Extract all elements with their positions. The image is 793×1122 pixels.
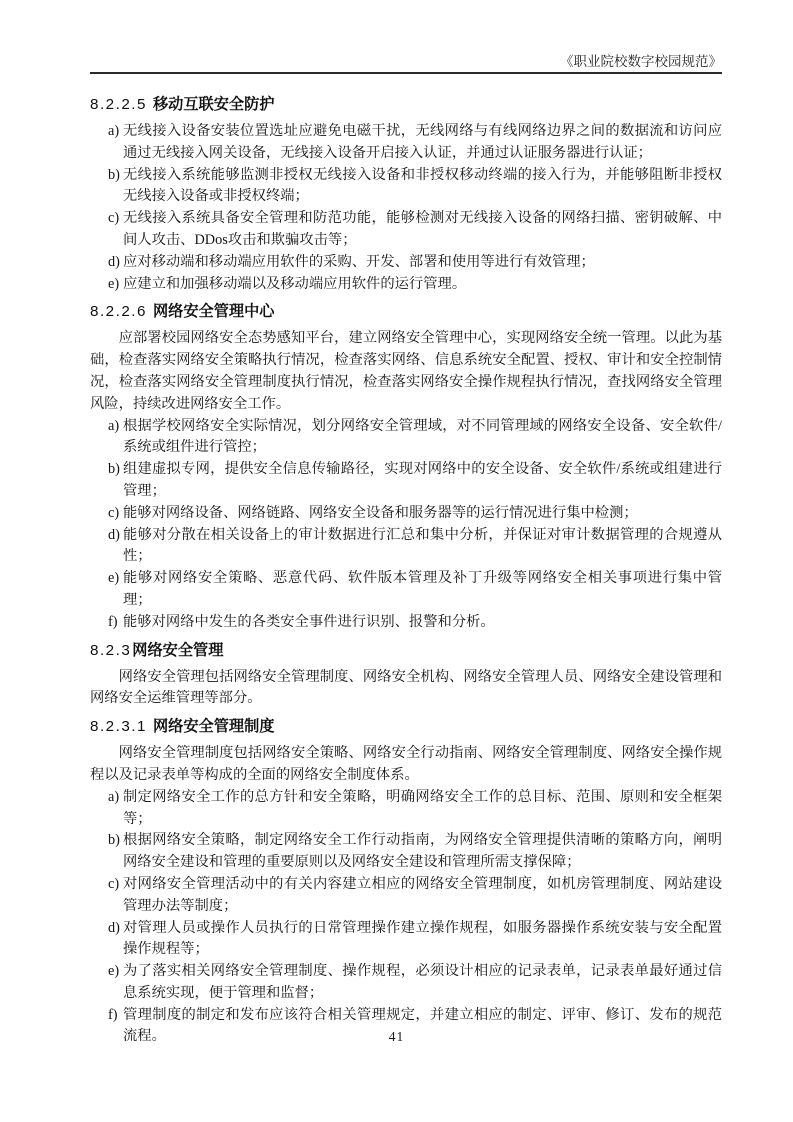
list-item bbox=[90, 252, 722, 274]
section-number: 8.2.3.1 bbox=[90, 718, 147, 736]
section-heading-8.2.3.1 bbox=[90, 717, 722, 737]
section-heading-8.2.3 bbox=[90, 641, 722, 661]
section-heading-8.2.2.6 bbox=[90, 302, 722, 322]
list-item-label: b) bbox=[108, 461, 120, 478]
list-item-text: 能够对网络中发生的各类安全事件进行识别、报警和分析。 bbox=[123, 613, 495, 630]
list-item bbox=[90, 165, 722, 209]
list-item-text: 无线接入设备安装位置选址应避免电磁干扰，无线网络与有线网络边界之间的数据流和访问应通过无线接入网关设备，无线接入设备开启接入认证，并通过认证服务器进行认证； bbox=[123, 123, 722, 161]
section-title: 网络安全管理中心 bbox=[152, 303, 275, 321]
list-item bbox=[90, 918, 722, 962]
list-item-text: 能够对网络设备、网络链路、网络安全设备和服务器等的运行情况进行集中检测； bbox=[123, 504, 638, 521]
list-item-text: 制定网络安全工作的总方针和安全策略，明确网络安全工作的总目标、范围、原则和安全框架等； bbox=[123, 788, 722, 827]
list-item-label: d) bbox=[108, 526, 120, 543]
list-item-text: 能够对网络安全策略、恶意代码、软件版本管理及补丁升级等网络安全相关事项进行集中管理； bbox=[123, 570, 722, 608]
section-intro-paragraph: 网络安全管理包括网络安全管理制度、网络安全机构、网络安全管理人员、网络安全建设管理和网络安全运维管理等部分。 bbox=[90, 668, 722, 707]
list-item-label: a) bbox=[108, 788, 120, 805]
document-title: 《职业院校数字校园规范》 bbox=[560, 54, 722, 69]
list-item-text: 为了落实相关网络安全管理制度、操作规程，必须设计相应的记录表单，记录表单最好通过信息系统实现，便于管理和监督； bbox=[123, 963, 722, 1001]
list-item-label: d) bbox=[108, 253, 120, 270]
list-item-text: 根据学校网络安全实际情况，划分网络安全管理域，对不同管理域的网络安全设备、安全软件/系统或组件进行管控； bbox=[123, 417, 722, 456]
list-item bbox=[90, 874, 722, 918]
section-number: 8.2.2.5 bbox=[90, 96, 147, 113]
section-title: 网络安全管理 bbox=[132, 641, 224, 659]
list-item bbox=[90, 961, 722, 1005]
list-item bbox=[90, 830, 722, 874]
list-item bbox=[90, 612, 722, 634]
list-item bbox=[90, 503, 722, 525]
section-intro-paragraph: 应部署校园网络安全态势感知平台，建立网络安全管理中心，实现网络安全统一管理。以此为基础，检查落实网络安全策略执行情况，检查落实网络、信息系统安全配置、授权、审计和安全控制情况，检查落实网络安全管理制度执行情况，检查落实网络安全操作规程执行情况，查找网络安全管理风险，持续改进网络安全工作。 bbox=[90, 330, 722, 412]
list-item-text: 对网络安全管理活动中的有关内容建立相应的网络安全管理制度，如机房管理制度、网站建设管理办法等制度； bbox=[123, 875, 722, 914]
list-item-label: c) bbox=[108, 875, 120, 892]
section-heading-8.2.2.5 bbox=[90, 95, 722, 115]
list-item-text: 应对移动端和移动端应用软件的采购、开发、部署和使用等进行有效管理； bbox=[123, 253, 595, 270]
list-item-label: f) bbox=[108, 1006, 118, 1023]
page-header bbox=[90, 0, 722, 74]
list-8.2.2.6 bbox=[90, 416, 722, 634]
list-8.2.3.1 bbox=[90, 787, 722, 1049]
section-number: 8.2.2.6 bbox=[90, 303, 147, 321]
list-item-text: 无线接入系统具备安全管理和防范功能，能够检测对无线接入设备的网络扫描、密钥破解、中间人攻击、DDos攻击和欺骗攻击等； bbox=[123, 210, 722, 248]
list-item-label: a) bbox=[108, 417, 120, 434]
list-item-label: b) bbox=[108, 832, 120, 849]
section-intro-paragraph: 网络安全管理制度包括网络安全策略、网络安全行动指南、网络安全管理制度、网络安全操作规程以及记录表单等构成的全面的网络安全制度体系。 bbox=[90, 745, 722, 783]
list-item bbox=[90, 459, 722, 503]
section-number: 8.2.3 bbox=[90, 641, 132, 659]
list-item bbox=[90, 121, 722, 165]
list-item-text: 能够对分散在相关设备上的审计数据进行汇总和集中分析，并保证对审计数据管理的合规遵从性； bbox=[123, 526, 722, 565]
list-item bbox=[90, 787, 722, 831]
list-item-text: 组建虚拟专网，提供安全信息传输路径，实现对网络中的安全设备、安全软件/系统或组建进行管理； bbox=[123, 461, 722, 499]
list-item bbox=[90, 274, 722, 296]
list-item-label: b) bbox=[108, 166, 120, 183]
list-item-label: e) bbox=[108, 963, 120, 980]
list-item bbox=[90, 416, 722, 460]
page-number: 41 bbox=[388, 1029, 405, 1044]
list-item-label: a) bbox=[108, 123, 120, 139]
list-item-label: c) bbox=[108, 210, 120, 227]
list-item-text: 管理制度的制定和发布应该符合相关管理规定，并建立相应的制定、评审、修订、发布的规范流程。 bbox=[123, 1006, 722, 1045]
list-item-label: f) bbox=[108, 613, 118, 630]
list-item bbox=[90, 208, 722, 252]
list-item-text: 根据网络安全策略，制定网络安全工作行动指南，为网络安全管理提供清晰的策略方向，阐明网络安全建设和管理的重要原则以及网络安全建设和管理所需支撑保障； bbox=[123, 832, 722, 871]
list-item-text: 应建立和加强移动端以及移动端应用软件的运行管理。 bbox=[123, 275, 467, 292]
page-footer bbox=[0, 1026, 793, 1049]
list-item-text: 对管理人员或操作人员执行的日常管理操作建立操作规程，如服务器操作系统安装与安全配置操作规程等； bbox=[123, 919, 722, 958]
list-item-label: c) bbox=[108, 504, 120, 521]
list-item bbox=[90, 525, 722, 569]
section-title: 移动互联安全防护 bbox=[152, 96, 275, 113]
list-8.2.2.5 bbox=[90, 121, 722, 295]
list-item-text: 无线接入系统能够监测非授权无线接入设备和非授权移动终端的接入行为，并能够阻断非授权无线接入设备或非授权终端； bbox=[123, 166, 722, 205]
page-content bbox=[90, 95, 722, 1048]
list-item-label: e) bbox=[108, 570, 120, 587]
list-item bbox=[90, 568, 722, 612]
section-title: 网络安全管理制度 bbox=[152, 718, 275, 736]
list-item-label: d) bbox=[108, 919, 120, 936]
list-item-label: e) bbox=[108, 275, 120, 292]
